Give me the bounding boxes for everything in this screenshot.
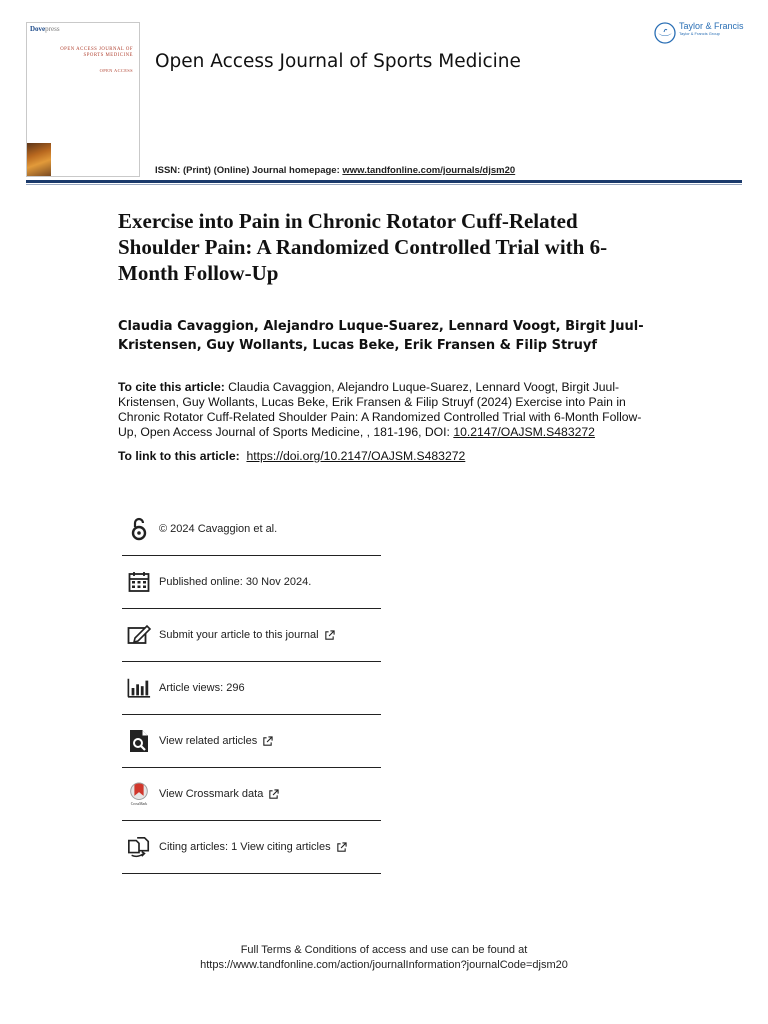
external-link-icon [268, 789, 279, 800]
tf-group: Taylor & Francis Group [679, 31, 720, 36]
article-doi-link[interactable]: https://doi.org/10.2147/OAJSM.S483272 [246, 449, 466, 463]
link-label: To link to this article: [118, 449, 240, 463]
journal-cover [26, 22, 140, 177]
article-link-block [118, 449, 648, 464]
related-text[interactable]: View related articles [159, 735, 258, 747]
tf-lamp-icon [654, 22, 676, 44]
external-link-icon [262, 736, 273, 747]
tf-name: Taylor & Francis [679, 21, 744, 31]
journal-title: Open Access Journal of Sports Medicine [155, 51, 521, 72]
views-row [122, 662, 381, 715]
views-text: Article views: 296 [159, 682, 245, 694]
footer-terms-url[interactable]: https://www.tandfonline.com/action/journalInformation?journalCode=djsm20 [200, 959, 568, 971]
crossmark-row[interactable] [122, 768, 381, 821]
cover-journal-name: OPEN ACCESS JOURNAL OF SPORTS MEDICINE [60, 47, 133, 58]
journal-homepage-link[interactable]: www.tandfonline.com/journals/djsm20 [342, 165, 516, 176]
crossmark-icon [127, 782, 151, 806]
external-link-icon [336, 842, 347, 853]
citation-block [118, 380, 648, 440]
cite-text: Claudia Cavaggion, Alejandro Luque-Suarez, Lennard Voogt, Birgit Juul-Kristensen, Guy Wollants, Lucas Beke, Erik Fransen & Filip Struyf (2024) Exercise into Pain in Chronic Rotator Cuff-Related Shoulder Pain: A Randomized Controlled Trial with 6-Month Follow-Up, Open Access Journal of Sports Medicine, , 181-196, DOI: [118, 380, 642, 439]
bar-chart-icon [127, 676, 151, 700]
published-text: Published online: 30 Nov 2024. [159, 576, 312, 588]
cover-publisher: Dovepress [30, 25, 60, 33]
copyright-text: © 2024 Cavaggion et al. [159, 523, 278, 535]
related-row[interactable] [122, 715, 381, 768]
article-authors: Claudia Cavaggion, Alejandro Luque-Suarez, Lennard Voogt, Birgit Juul-Kristensen, Guy Wollants, Lucas Beke, Erik Fransen & Filip Struyf [118, 319, 644, 353]
citing-articles-icon [127, 835, 151, 859]
header-rule-thin [26, 184, 742, 185]
external-link-icon [324, 630, 335, 641]
issn-line [155, 165, 515, 176]
issn-label: ISSN: (Print) (Online) Journal homepage: [155, 165, 340, 176]
copyright-row [122, 503, 381, 556]
footer-terms [0, 943, 768, 973]
taylor-francis-logo[interactable] [654, 22, 744, 44]
open-access-icon [127, 517, 151, 541]
calendar-icon [127, 570, 151, 594]
footer-line-1: Full Terms & Conditions of access and use can be found at [240, 944, 528, 956]
header-rule [26, 180, 742, 183]
crossmark-icon-text: CrossMark [130, 802, 148, 807]
cover-open-access: OPEN ACCESS [99, 68, 133, 73]
submit-row[interactable] [122, 609, 381, 662]
cite-label: To cite this article: [118, 380, 225, 394]
document-search-icon [127, 729, 151, 753]
cite-doi-link[interactable]: 10.2147/OAJSM.S483272 [453, 425, 595, 439]
published-row [122, 556, 381, 609]
edit-icon [127, 623, 151, 647]
cover-image [27, 143, 51, 176]
article-title: Exercise into Pain in Chronic Rotator Cuff-Related Shoulder Pain: A Randomized Controlled Trial with 6-Month Follow-Up [118, 209, 608, 285]
citing-text[interactable]: Citing articles: 1 View citing articles [159, 841, 331, 853]
article-info-list [122, 503, 381, 874]
citing-row[interactable] [122, 821, 381, 874]
submit-text[interactable]: Submit your article to this journal [159, 629, 319, 641]
crossmark-text[interactable]: View Crossmark data [159, 788, 264, 800]
